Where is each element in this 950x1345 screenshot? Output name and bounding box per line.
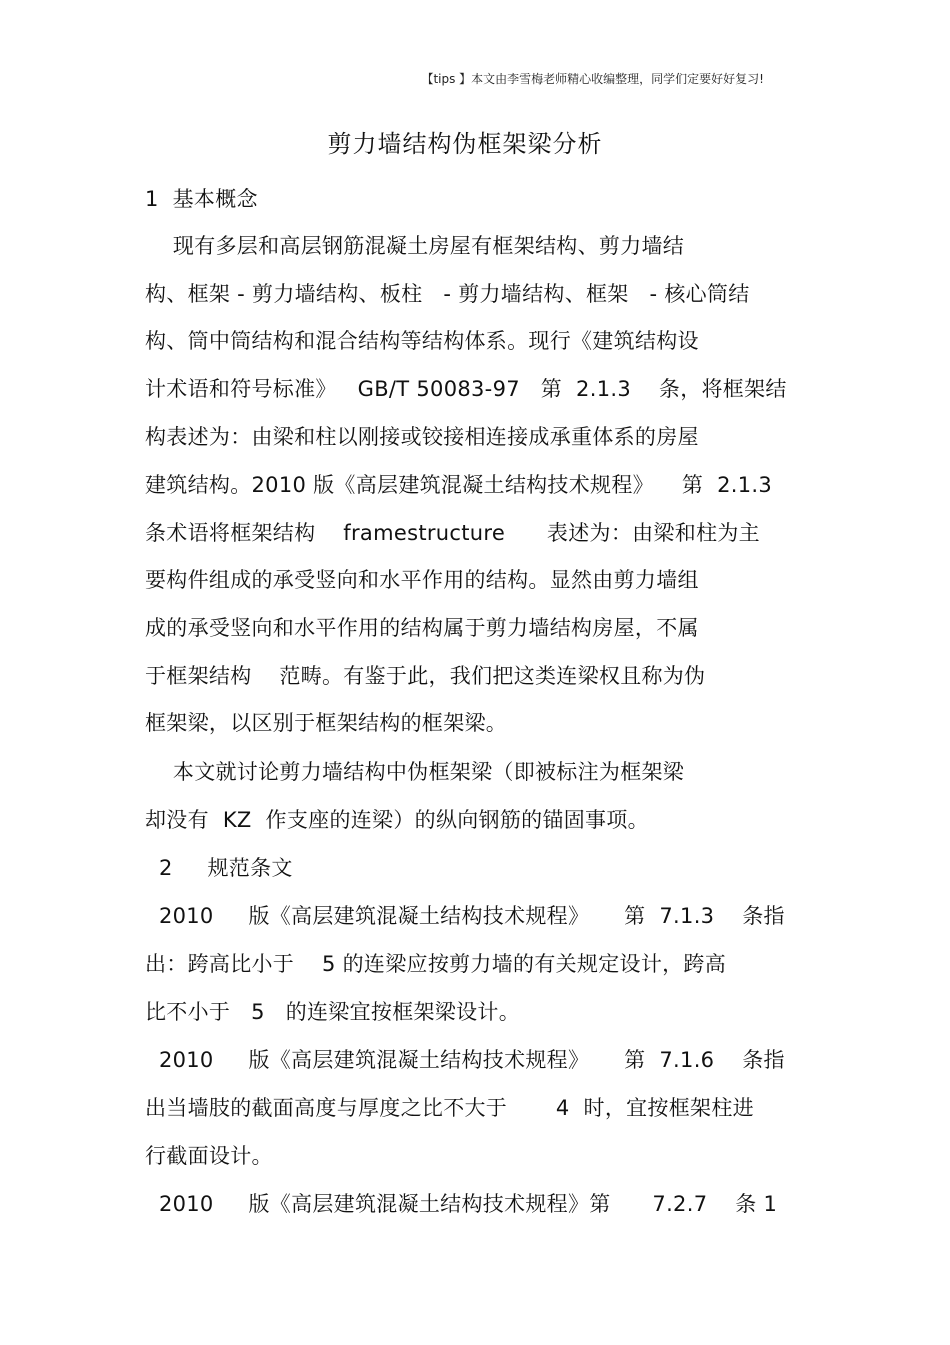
body-line: 构、筒中筒结构和混合结构等结构体系。现行《建筑结构设 — [145, 329, 699, 353]
body-line: 却没有 KZ 作支座的连梁）的纵向钢筋的锚固事项。 — [145, 808, 649, 832]
body-line: 建筑结构。2010 版《高层建筑混凝土结构技术规程》 第 2.1.3 — [145, 473, 773, 497]
body-line: 构、框架 - 剪力墙结构、板柱 - 剪力墙结构、框架 - 核心筒结 — [145, 282, 750, 306]
section-heading: 2 规范条文 — [145, 856, 293, 880]
body-line: 现有多层和高层钢筋混凝土房屋有框架结构、剪力墙结 — [145, 234, 685, 258]
tips-header: 【tips 】本文由李雪梅老师精心收编整理，同学们定要好好复习! — [421, 72, 764, 86]
body-line: 出当墙肢的截面高度与厚度之比不大于 4 时，宜按框架柱进 — [145, 1096, 754, 1120]
body-line: 出：跨高比小于 5 的连梁应按剪力墙的有关规定设计，跨高 — [145, 952, 727, 976]
body-line: 行截面设计。 — [145, 1144, 273, 1168]
section-heading: 1 基本概念 — [145, 187, 258, 211]
document-title: 剪力墙结构伪框架梁分析 — [327, 130, 603, 158]
body-line: 本文就讨论剪力墙结构中伪框架梁（即被标注为框架梁 — [145, 760, 685, 784]
body-line: 于框架结构 范畴。有鉴于此，我们把这类连梁权且称为伪 — [145, 664, 706, 688]
body-line: 成的承受竖向和水平作用的结构属于剪力墙结构房屋，不属 — [145, 616, 699, 640]
body-line: 2010 版《高层建筑混凝土结构技术规程》第 7.2.7 条 1 — [145, 1192, 778, 1216]
body-line: 构表述为：由梁和柱以刚接或铰接相连接成承重体系的房屋 — [145, 425, 699, 449]
body-line: 比不小于 5 的连梁宜按框架梁设计。 — [145, 1000, 521, 1024]
body-line: 2010 版《高层建筑混凝土结构技术规程》 第 7.1.3 条指 — [145, 904, 785, 928]
body-line: 要构件组成的承受竖向和水平作用的结构。显然由剪力墙组 — [145, 568, 699, 592]
body-line: 计术语和符号标准》 GB/T 50083-97 第 2.1.3 条，将框架结 — [145, 377, 787, 401]
body-line: 2010 版《高层建筑混凝土结构技术规程》 第 7.1.6 条指 — [145, 1048, 785, 1072]
body-line: 条术语将框架结构 framestructure 表述为：由梁和柱为主 — [145, 521, 760, 545]
body-line: 框架梁，以区别于框架结构的框架梁。 — [145, 711, 508, 735]
